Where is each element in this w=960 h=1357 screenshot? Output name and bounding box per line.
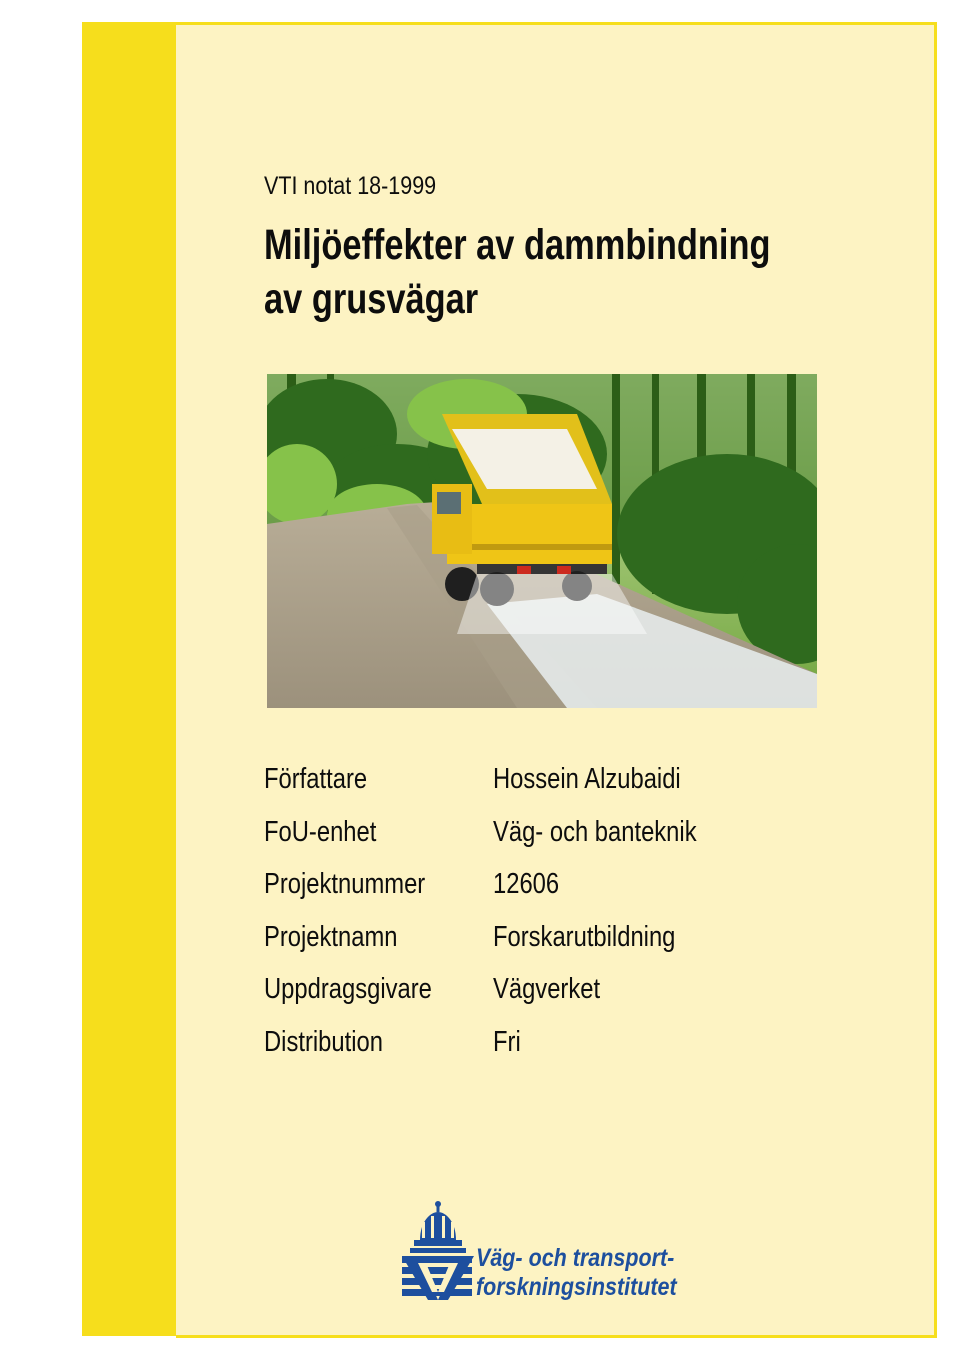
metadata-value: 12606 [493, 868, 560, 901]
metadata-label: Projektnummer [264, 868, 426, 901]
metadata-value: Fri [493, 1025, 521, 1058]
report-title-line-2: av grusvägar [264, 275, 479, 323]
yellow-side-strip [82, 22, 178, 1336]
metadata-value: Forskarutbildning [493, 920, 676, 953]
metadata-label: Författare [264, 763, 368, 795]
institute-name [476, 1244, 677, 1302]
metadata-label: FoU-enhet [264, 815, 377, 848]
metadata-value: Väg- och banteknik [493, 815, 697, 848]
report-title-line-1: Miljöeffekter av dammbindning [264, 221, 771, 269]
metadata-label: Distribution [264, 1025, 383, 1058]
metadata-label: Projektnamn [264, 920, 398, 953]
truck-on-gravel-road-icon [267, 374, 817, 708]
report-series-number: VTI notat 18-1999 [264, 172, 437, 200]
report-title [264, 218, 771, 326]
metadata-value: Vägverket [493, 973, 601, 1006]
cover-photo [267, 374, 817, 708]
institute-name-line-1: Väg- och transport- [476, 1244, 675, 1272]
metadata-value: Hossein Alzubaidi [493, 763, 681, 795]
metadata-label: Uppdragsgivare [264, 973, 432, 1006]
institute-name-line-2: forskningsinstitutet [476, 1273, 677, 1301]
